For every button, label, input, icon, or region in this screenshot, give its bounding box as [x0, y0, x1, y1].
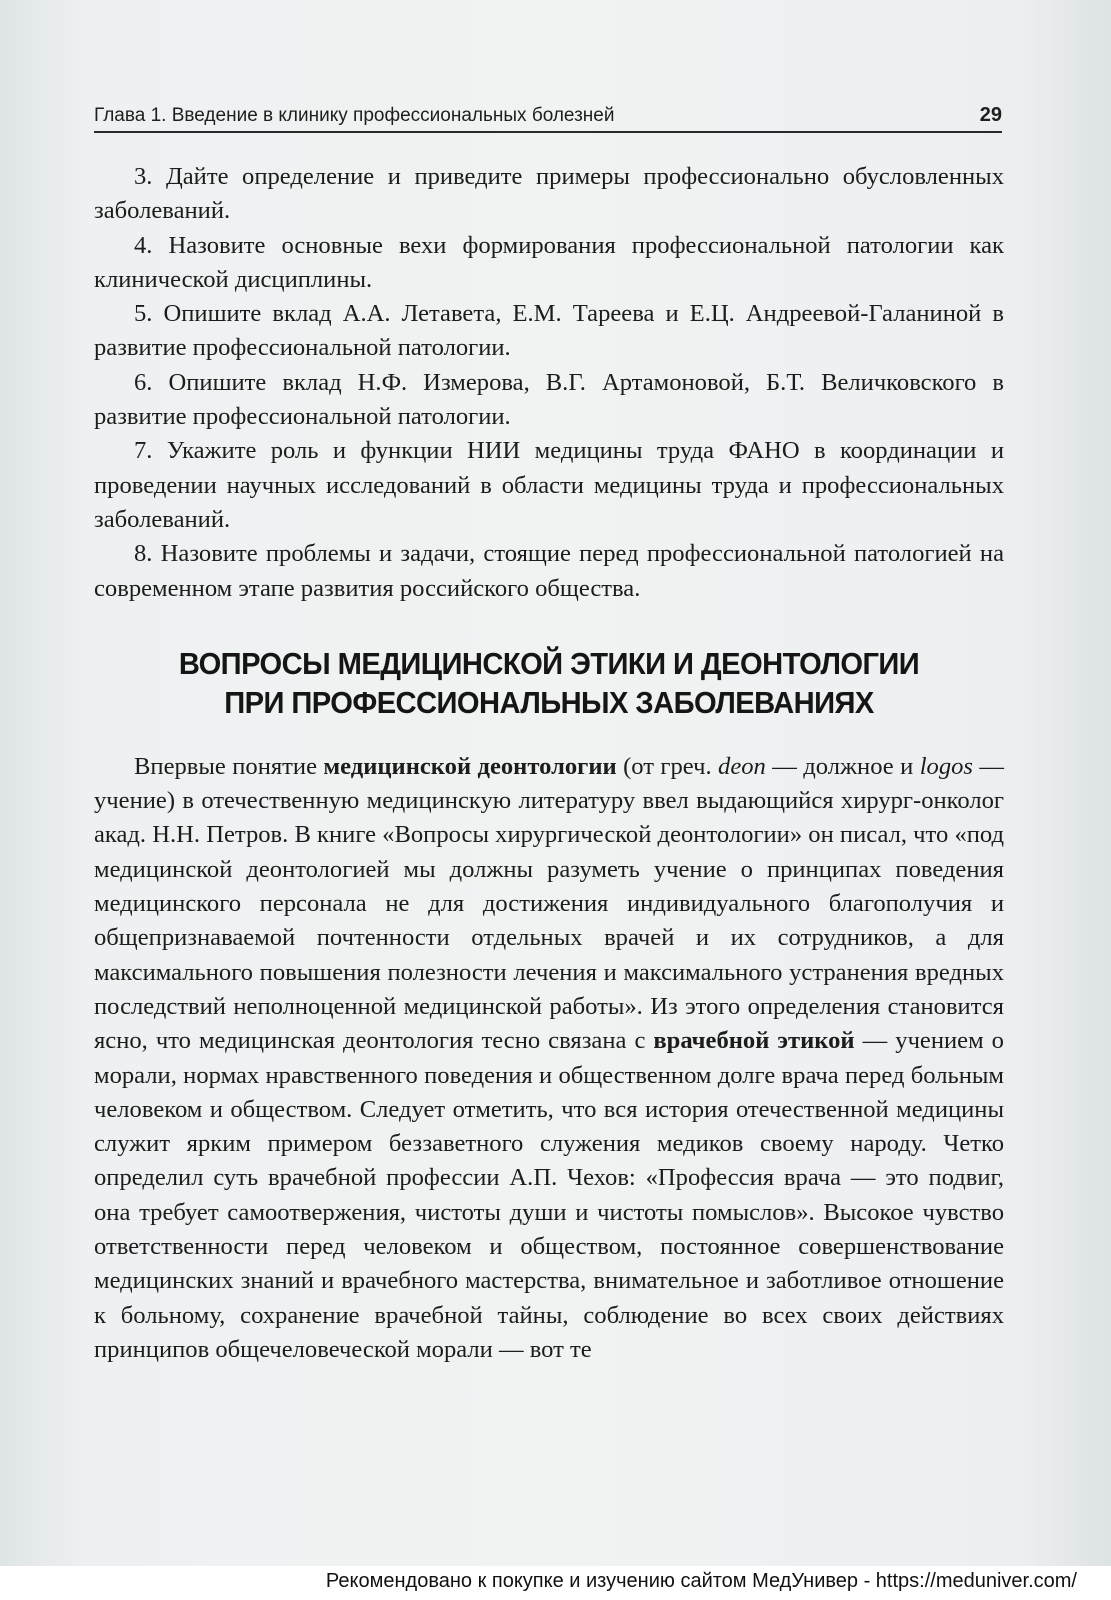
greek-word-logos: logos — [919, 752, 973, 780]
question-7: 7. Укажите роль и функции НИИ медицины труда ФАНО в координации и проведении научных исследований в области медицины труда и профессиональных заболеваний. — [94, 437, 1004, 533]
paragraph-text: — учением о морали, нормах нравственного поведения и общественном долге врача перед больным человеком и обществом. Следует отметить, что вся история отечественной медицины служит ярким примером беззаветного служения медиков своему народу. Четко определил суть врачебной профессии А.П. Чехов: «Профессия врача — это подвиг, она требует самоотвержения, чистоты души и чистоты помыслов». Высокое чувство ответственности перед человеком и обществом, постоянное совершенствование медицинских знаний и врачебного мастерства, внимательное и заботливое отношение к больному, сохранение врачебной тайны, соблюдение во всех своих действиях принципов общечеловеческой морали — вот те — [94, 1027, 1004, 1363]
page-body — [94, 160, 1004, 1367]
term-medical-deontology: медицинской деонтологии — [323, 752, 617, 780]
paragraph-text: — учение) в отечественную медицинскую литературу ввел выдающийся хирург-онколог акад. Н.Н. Петров. В книге «Вопросы хирургической деонтологии» он писал, что «под медицинской деонтологией мы должны разуметь учение о принципах поведения медицинского персонала не для достижения индивидуального благополучия и общепризнаваемой почтенности отдельных врачей и их сотрудников, а для максимального повышения полезности лечения и максимального устранения вредных последствий неполноценной медицинской работы». Из этого определения становится ясно, что медицинская деонтология тесно связана с — [94, 752, 1005, 1055]
chapter-title: Глава 1. Введение в клинику профессиональных болезней — [94, 105, 615, 126]
page-number: 29 — [979, 104, 1002, 126]
paragraph-text: (от греч. — [616, 752, 719, 780]
paragraph-text: Впервые понятие — [134, 752, 324, 780]
greek-word-deon: deon — [718, 752, 766, 780]
section-heading — [121, 644, 976, 722]
section-heading-line-2: ПРИ ПРОФЕССИОНАЛЬНЫХ ЗАБОЛЕВАНИЯХ — [224, 684, 874, 720]
running-header — [94, 104, 1002, 133]
paragraph-text: — должное и — [765, 752, 920, 780]
question-4: 4. Назовите основные вехи формирования профессиональной патологии как клинической дисциплины. — [94, 231, 1004, 293]
section-paragraph — [94, 750, 1004, 1367]
question-3: 3. Дайте определение и приведите примеры профессионально обусловленных заболеваний. — [94, 163, 1004, 225]
question-5: 5. Опишите вклад А.А. Летавета, Е.М. Тареева и Е.Ц. Андреевой-Галаниной в развитие профессиональной патологии. — [94, 300, 1004, 362]
watermark-footer: Рекомендовано к покупке и изучению сайтом МедУнивер - https://meduniver.com/ — [0, 1566, 1111, 1600]
section-heading-line-1: ВОПРОСЫ МЕДИЦИНСКОЙ ЭТИКИ И ДЕОНТОЛОГИИ — [178, 645, 920, 681]
term-medical-ethics: врачебной этикой — [653, 1027, 855, 1055]
question-8: 8. Назовите проблемы и задачи, стоящие перед профессиональной патологией на современном этапе развития российского общества. — [94, 540, 1004, 602]
question-6: 6. Опишите вклад Н.Ф. Измерова, В.Г. Артамоновой, Б.Т. Величковского в развитие профессиональной патологии. — [94, 368, 1004, 431]
